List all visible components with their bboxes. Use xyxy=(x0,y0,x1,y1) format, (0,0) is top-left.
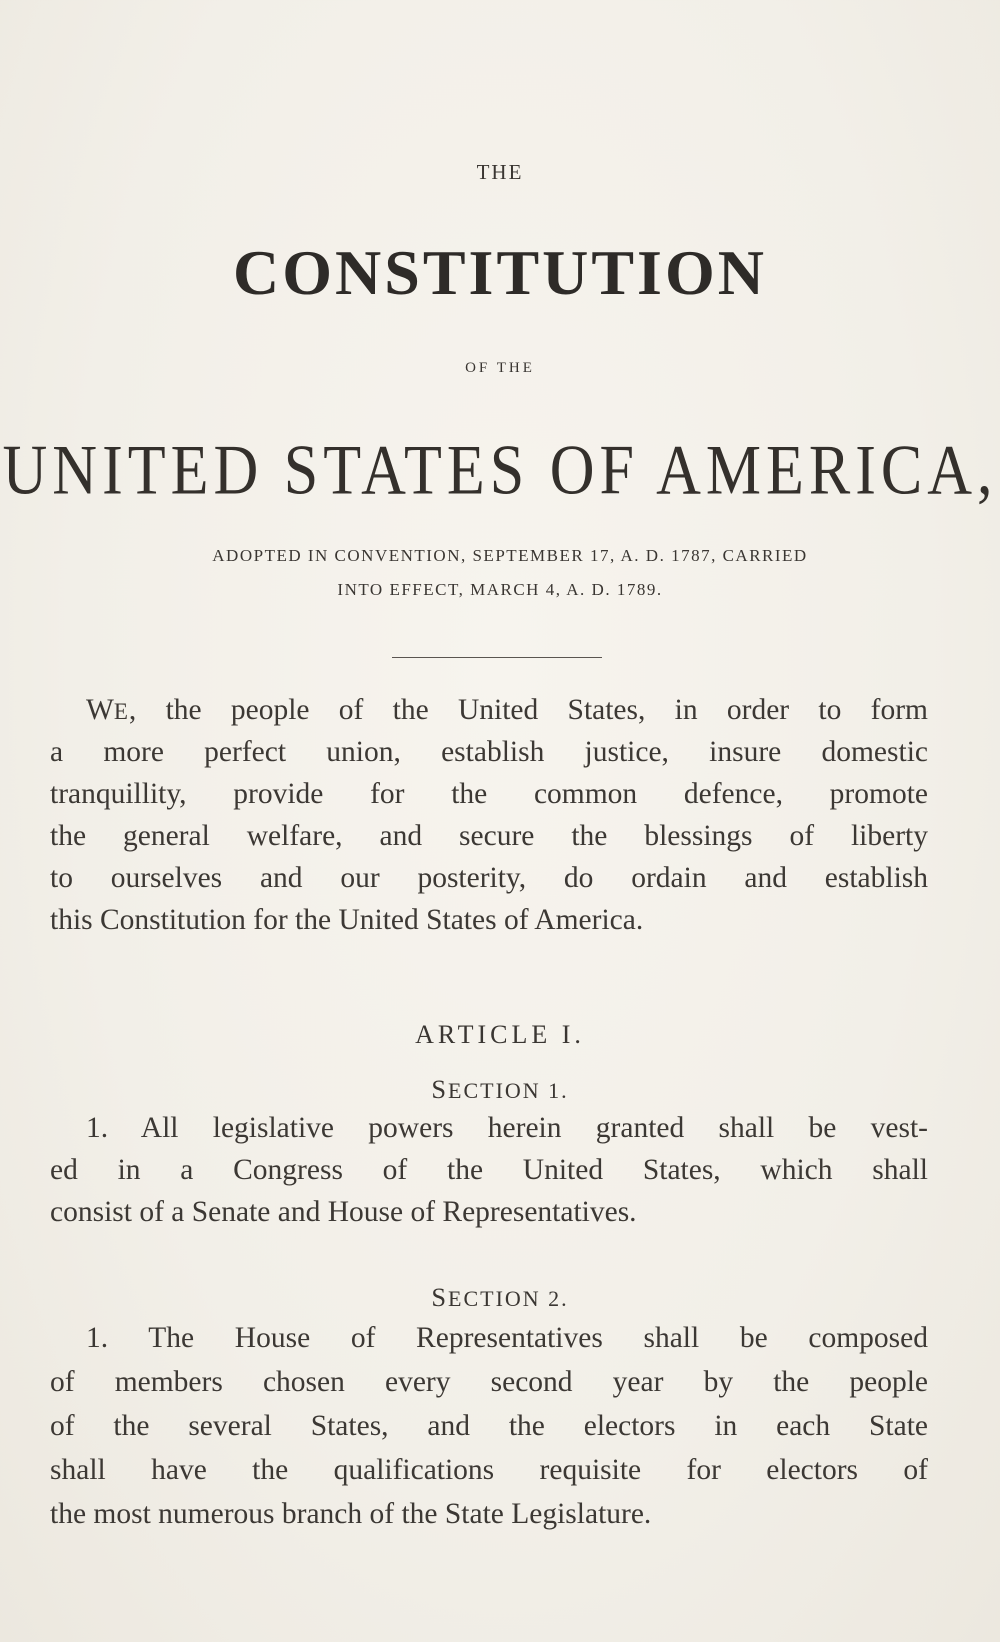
preamble-line: tranquillity, provide for the common defence, promote xyxy=(50,778,928,810)
article-heading: ARTICLE I. xyxy=(415,1020,585,1049)
section-heading-initial: S xyxy=(431,1074,449,1104)
section-text-line: shall have the qualifications requisite for electors of xyxy=(50,1454,928,1486)
adoption-note-line: INTO EFFECT, MARCH 4, A. D. 1789. xyxy=(337,580,663,599)
section-heading-number: 1. xyxy=(548,1078,569,1103)
section-heading-rest: ECTION xyxy=(448,1078,541,1103)
preamble-line-rest: , the people of the United States, in order to form xyxy=(128,694,928,726)
preamble-line: the general welfare, and secure the blessings of liberty xyxy=(50,820,928,852)
adoption-note-line: ADOPTED IN CONVENTION, SEPTEMBER 17, A. D. 1787, CARRIED xyxy=(212,546,808,565)
preamble-line: to ourselves and our posterity, do ordain and establish xyxy=(50,862,928,894)
title-constitution: CONSTITUTION xyxy=(233,237,767,308)
preamble-initial-rest: E xyxy=(113,698,129,724)
section-heading xyxy=(0,1282,1000,1313)
section-text-line: of members chosen every second year by the people xyxy=(50,1366,928,1398)
preamble-line: a more perfect union, establish justice, insure domestic xyxy=(50,736,928,768)
section-text-line: of the several States, and the electors in each State xyxy=(50,1410,928,1442)
divider-rule xyxy=(392,657,602,658)
section-heading-initial: S xyxy=(431,1282,449,1312)
section-text-line: 1. The House of Representatives shall be composed xyxy=(86,1322,928,1354)
title-the: THE xyxy=(476,160,524,184)
section-heading-rest: ECTION xyxy=(448,1286,541,1311)
section-text-line: consist of a Senate and House of Representatives. xyxy=(50,1196,637,1228)
section-heading xyxy=(0,1074,1000,1105)
section-text-line: ed in a Congress of the United States, which shall xyxy=(50,1154,928,1186)
title-united-states: UNITED STATES OF AMERICA, xyxy=(2,431,998,510)
preamble-line: this Constitution for the United States of America. xyxy=(50,904,644,936)
section-text-line: 1. All legislative powers herein granted shall be vest- xyxy=(86,1112,928,1144)
preamble-line xyxy=(86,694,928,727)
section-heading-number: 2. xyxy=(548,1286,569,1311)
preamble-initial: W xyxy=(86,694,114,726)
section-text-line: the most numerous branch of the State Legislature. xyxy=(50,1498,652,1530)
title-of-the: OF THE xyxy=(465,360,535,376)
